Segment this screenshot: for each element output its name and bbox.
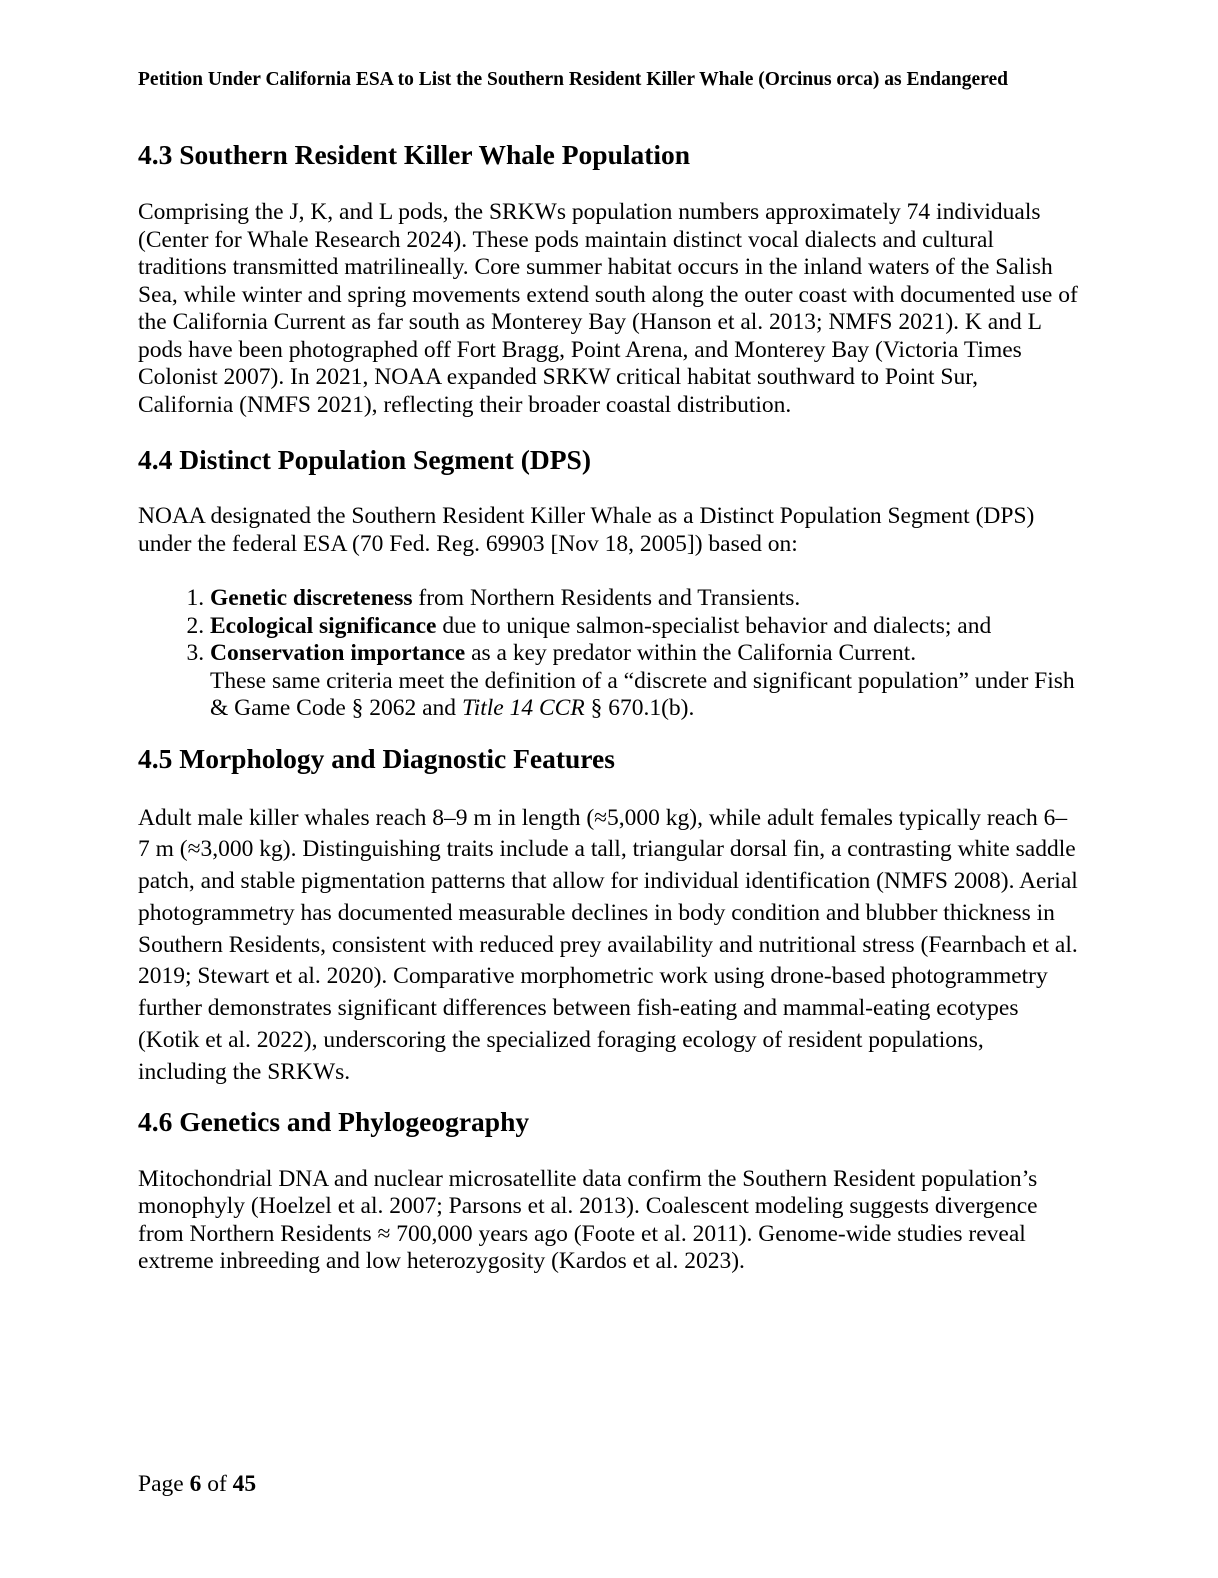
section-heading-4-3: 4.3 Southern Resident Killer Whale Population [138,139,691,170]
page-number: 6 [189,1471,202,1497]
section-body-4-4: NOAA designated the Southern Resident Killer Whale as a Distinct Population Segment (DPS) under the federal ESA (70 Fed. Reg. 69903 [Nov 18, 2005]) based on: [138,503,1035,557]
criteria-note-citation: Title 14 CCR [461,695,585,721]
page-content [138,138,1078,1276]
criterion-text: due to unique salmon-specialist behavior and dialects; and [436,612,992,639]
section-heading-4-5: 4.5 Morphology and Diagnostic Features [138,742,615,774]
section-heading-4-6: 4.6 Genetics and Phylogeography [138,1105,530,1137]
of-word: of [207,1471,227,1497]
criterion-term: Conservation importance [210,640,466,666]
section-body-4-6: Mitochondrial DNA and nuclear microsatellite data confirm the Southern Resident population’s monophyly (Hoelzel et al. 2007; Parsons et al. 2013). Coalescent modeling suggests divergence from Northern Residents ≈ 700,000 years ago (Foote et al. 2011). Genome-wide studies reveal extreme inbreeding and low heterozygosity (Kardos et al. 2023). [138,1165,1038,1275]
criterion-text: from Northern Residents and Transients. [412,585,801,611]
running-header: Petition Under California ESA to List the Southern Resident Killer Whale (Orcinus orca) as Endangered [138,69,1008,90]
criteria-note-text: These same criteria meet the definition of a “discrete and significant population” under Fish & Game Code § 2062 and [210,667,1075,721]
list-item [210,640,1078,668]
page-word: Page [138,1471,184,1497]
list-item [210,585,1078,613]
criteria-note-section: § 670.1(b). [584,695,695,721]
criterion-text: as a key predator within the California Current. [465,640,917,666]
dps-criteria-list [138,585,1078,668]
section-body-4-3: Comprising the J, K, and L pods, the SRKWs population numbers approximately 74 individuals (Center for Whale Research 2024). These pods maintain distinct vocal dialects and cultural traditions transmitted matrilineally. Core summer habitat occurs in the inland waters of the Salish Sea, while winter and spring movements extend south along the outer coast with documented use of the California Current as far south as Monterey Bay (Hanson et al. 2013; NMFS 2021). K and L pods have been photographed off Fort Bragg, Point Arena, and Monterey Bay (Victoria Times Colonist 2007). In 2021, NOAA expanded SRKW critical habitat southward to Point Sur, California (NMFS 2021), reflecting their broader coastal distribution. [138,199,1078,418]
section-body-4-5: Adult male killer whales reach 8–9 m in length (≈5,000 kg), while adult females typically reach 6–7 m (≈3,000 kg). Distinguishing traits include a tall, triangular dorsal fin, a contrasting white saddle patch, and stable pigmentation patterns that allow for individual identification (NMFS 2008). Aerial photogrammetry has documented measurable declines in body condition and blubber thickness in Southern Residents, consistent with reduced prey availability and nutritional stress (Fearnbach et al. 2019; Stewart et al. 2020). Comparative morphometric work using drone-based photogrammetry further demonstrates significant differences between fish-eating and mammal-eating ecotypes (Kotik et al. 2022), underscoring the specialized foraging ecology of resident populations, including the SRKWs. [138,804,1078,1085]
criterion-term: Genetic discreteness [210,585,413,611]
list-item [210,613,1078,641]
total-pages: 45 [232,1471,257,1497]
section-heading-4-4: 4.4 Distinct Population Segment (DPS) [138,444,591,475]
page-footer [138,1470,256,1498]
criterion-term: Ecological significance [210,612,437,639]
criteria-note [138,668,1078,723]
